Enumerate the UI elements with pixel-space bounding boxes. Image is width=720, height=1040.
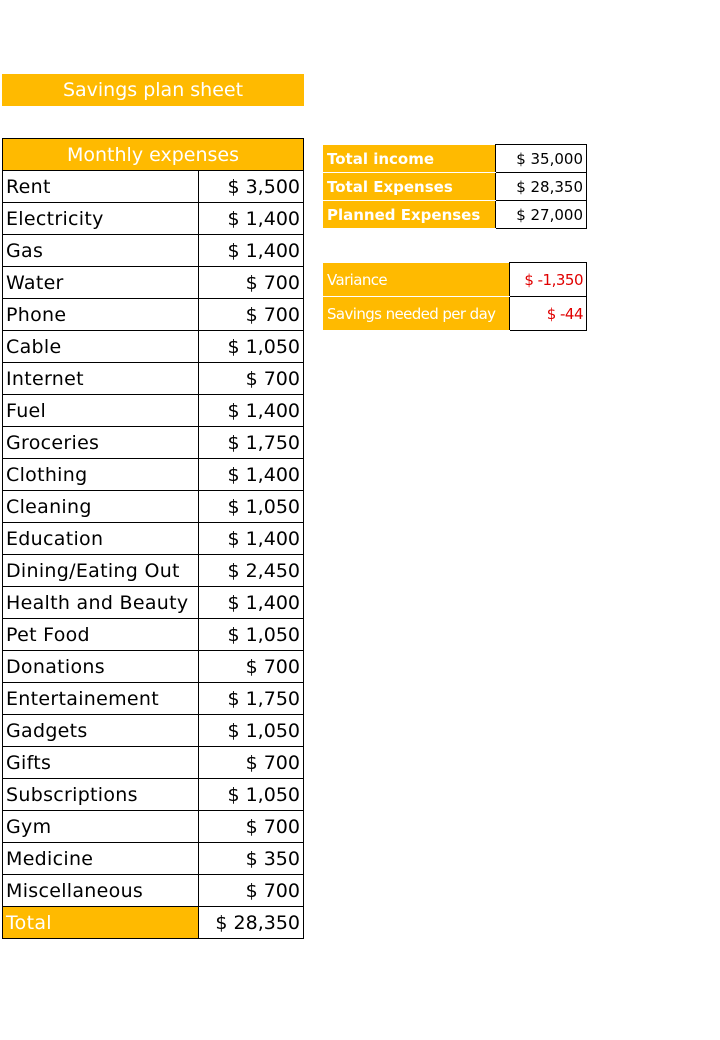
expense-row [3,427,304,459]
summary-row [324,201,587,229]
expense-name-cell[interactable]: Groceries [3,427,199,459]
expense-amount-cell[interactable]: $ 1,400 [198,459,303,491]
expense-row [3,683,304,715]
summary-label-cell[interactable]: Planned Expenses [324,201,496,229]
expense-row [3,203,304,235]
expense-row [3,875,304,907]
expense-name-cell[interactable]: Subscriptions [3,779,199,811]
expense-name-cell[interactable]: Pet Food [3,619,199,651]
expense-name-cell[interactable]: Medicine [3,843,199,875]
expense-amount-cell[interactable]: $ 3,500 [198,171,303,203]
expense-amount-cell[interactable]: $ 1,050 [198,715,303,747]
expense-amount-cell[interactable]: $ 1,400 [198,523,303,555]
total-amount-cell[interactable]: $ 28,350 [198,907,303,939]
total-label-cell[interactable]: Total [3,907,199,939]
expense-row [3,395,304,427]
variance-row [324,263,587,297]
expense-name-cell[interactable]: Gadgets [3,715,199,747]
variance-value-cell[interactable]: $ -44 [509,297,586,331]
expense-row [3,843,304,875]
expense-name-cell[interactable]: Electricity [3,203,199,235]
expense-amount-cell[interactable]: $ 1,750 [198,683,303,715]
expense-amount-cell[interactable]: $ 700 [198,363,303,395]
expense-name-cell[interactable]: Water [3,267,199,299]
variance-row [324,297,587,331]
expense-row [3,619,304,651]
expense-name-cell[interactable]: Gifts [3,747,199,779]
expense-name-cell[interactable]: Miscellaneous [3,875,199,907]
summary-row [324,145,587,173]
expense-row [3,459,304,491]
monthly-expenses-table [2,138,304,939]
summary-table [323,144,587,229]
summary-label-cell[interactable]: Total Expenses [324,173,496,201]
expenses-header[interactable]: Monthly expenses [3,139,304,171]
expense-amount-cell[interactable]: $ 700 [198,747,303,779]
expense-name-cell[interactable]: Internet [3,363,199,395]
expense-name-cell[interactable]: Education [3,523,199,555]
expense-amount-cell[interactable]: $ 700 [198,811,303,843]
expense-name-cell[interactable]: Entertainement [3,683,199,715]
expense-row [3,587,304,619]
expense-amount-cell[interactable]: $ 1,400 [198,235,303,267]
expense-amount-cell[interactable]: $ 1,050 [198,779,303,811]
expense-row [3,651,304,683]
sheet-title: Savings plan sheet [2,74,304,106]
expense-row [3,523,304,555]
expense-name-cell[interactable]: Dining/Eating Out [3,555,199,587]
expense-amount-cell[interactable]: $ 700 [198,651,303,683]
expense-amount-cell[interactable]: $ 350 [198,843,303,875]
expense-name-cell[interactable]: Clothing [3,459,199,491]
expense-row [3,747,304,779]
expense-name-cell[interactable]: Rent [3,171,199,203]
expense-name-cell[interactable]: Donations [3,651,199,683]
expense-amount-cell[interactable]: $ 1,050 [198,331,303,363]
variance-table [323,262,587,331]
summary-value-cell[interactable]: $ 28,350 [495,173,586,201]
expense-row [3,235,304,267]
expense-amount-cell[interactable]: $ 1,400 [198,395,303,427]
expense-row [3,299,304,331]
expense-name-cell[interactable]: Health and Beauty [3,587,199,619]
expense-row [3,331,304,363]
expense-amount-cell[interactable]: $ 2,450 [198,555,303,587]
expense-amount-cell[interactable]: $ 1,750 [198,427,303,459]
expense-name-cell[interactable]: Cleaning [3,491,199,523]
expenses-header-row [3,139,304,171]
expense-row [3,171,304,203]
expense-row [3,779,304,811]
expense-name-cell[interactable]: Gym [3,811,199,843]
expense-name-cell[interactable]: Fuel [3,395,199,427]
summary-row [324,173,587,201]
expense-amount-cell[interactable]: $ 700 [198,267,303,299]
variance-label-cell[interactable]: Savings needed per day [324,297,510,331]
expense-row [3,715,304,747]
expense-row [3,491,304,523]
expense-amount-cell[interactable]: $ 700 [198,299,303,331]
expense-amount-cell[interactable]: $ 1,400 [198,587,303,619]
expense-name-cell[interactable]: Phone [3,299,199,331]
expense-row [3,267,304,299]
summary-value-cell[interactable]: $ 27,000 [495,201,586,229]
variance-value-cell[interactable]: $ -1,350 [509,263,586,297]
variance-label-cell[interactable]: Variance [324,263,510,297]
summary-label-cell[interactable]: Total income [324,145,496,173]
expense-total-row [3,907,304,939]
expense-amount-cell[interactable]: $ 1,400 [198,203,303,235]
expense-row [3,811,304,843]
expense-amount-cell[interactable]: $ 1,050 [198,619,303,651]
expense-name-cell[interactable]: Gas [3,235,199,267]
expense-amount-cell[interactable]: $ 1,050 [198,491,303,523]
expense-amount-cell[interactable]: $ 700 [198,875,303,907]
expense-row [3,555,304,587]
expense-row [3,363,304,395]
expense-name-cell[interactable]: Cable [3,331,199,363]
summary-value-cell[interactable]: $ 35,000 [495,145,586,173]
